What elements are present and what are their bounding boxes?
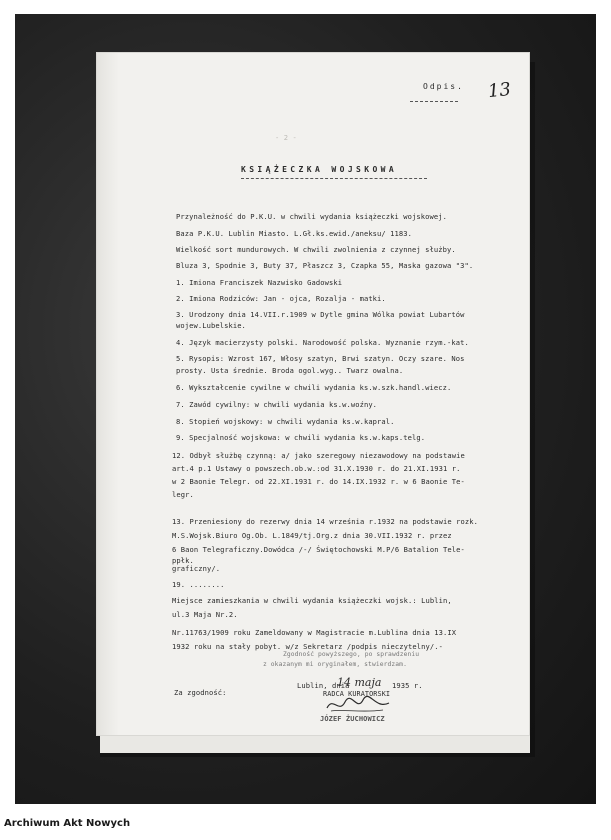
corner-label: Odpis. [423,82,464,91]
faint-header-mark: - 2 - [275,133,297,142]
text-line: 12. Odbył służbę czynną: a/ jako szeregowy niezawodowy na podstawie [172,451,465,460]
paper-fold-edge [97,53,119,735]
text-line: legr. [172,490,194,499]
text-line: prosty. Usta średnie. Broda ogol.wyg.. Twarz owalna. [176,366,404,375]
text-line: 8. Stopień wojskowy: w chwili wydania ks.w.kapral. [176,417,395,426]
certification-stamp-line: Zgodność powyższego, po sprawdzeniu [283,651,420,658]
text-line: Przynależność do P.K.U. w chwili wydania książeczki wojskowej. [176,212,447,221]
text-line: 1932 roku na stały pobyt. w/z Sekretarz /podpis nieczytelny/.- [172,642,443,651]
text-line: graficzny/. [172,564,221,573]
text-line: 6 Baon Telegraficzny.Dowódca /-/ Świętochowski M.P/6 Batalion Tele- [172,545,465,554]
text-line: 19. ........ [172,580,225,589]
text-line: ul.3 Maja Nr.2. [172,610,238,619]
signature-scribble [323,694,393,716]
text-line: 7. Zawód cywilny: w chwili wydania ks.w.woźny. [176,400,378,409]
text-line: 2. Imiona Rodziców: Jan - ojca, Rozalja - matki. [176,294,386,303]
date-prefix: Lublin, dnia [297,681,350,690]
stamp-title: RADCA KURATORSKI [323,690,391,698]
stamp-name: JÓZEF ŻUCHOWICZ [320,715,385,723]
text-line: ppłk. [172,556,194,565]
text-line: 6. Wykształcenie cywilne w chwili wydania ks.w.szk.handl.wiecz. [176,383,452,392]
date-year: 1935 r. [392,681,423,690]
corner-label-underline [410,101,458,102]
text-line: 3. Urodzony dnia 14.VII.r.1909 w Dytle gmina Wólka powiat Lubartów [176,310,465,319]
archive-label: Archiwum Akt Nowych [4,818,131,829]
title-underline [241,178,427,179]
text-line: Baza P.K.U. Lublin Miasto. L.Gł.ks.ewid./aneksu/ 1183. [176,229,413,238]
page-number: 13 [486,78,512,103]
text-line: 1. Imiona Franciszek Nazwisko Gadowski [176,278,343,287]
text-line: 9. Specjalność wojskowa: w chwili wydania ks.w.kaps.telg. [176,433,426,442]
text-line: M.S.Wojsk.Biuro Og.Ob. L.1849/tj.Org.z dnia 30.VII.1932 r. przez [172,531,452,540]
conformity-label: Za zgodność: [174,688,227,697]
document-title: KSIĄŻECZKA WOJSKOWA [241,165,398,174]
text-line: art.4 p.1 Ustawy o powszech.ob.w.:od 31.X.1930 r. do 21.XI.1931 r. [172,464,461,473]
text-line: Miejsce zamieszkania w chwili wydania książeczki wojsk.: Lublin, [172,596,452,605]
handwritten-date: 14 maja [337,676,382,689]
text-line: wojew.Lubelskie. [176,321,246,330]
text-line: 13. Przeniesiony do rezerwy dnia 14 września r.1932 na podstawie rozk. [172,517,478,526]
text-line: 4. Język macierzysty polski. Narodowość polska. Wyznanie rzym.-kat. [176,338,469,347]
text-line: Bluza 3, Spodnie 3, Buty 37, Płaszcz 3, Czapka 55, Maska gazowa "3". [176,261,474,270]
text-line: Wielkość sort mundurowych. W chwili zwolnienia z czynnej służby. [176,245,456,254]
certification-stamp-line: z okazanym mi oryginałem, stwierdzam. [263,661,407,668]
text-line: w 2 Baonie Telegr. od 22.XI.1931 r. do 14.IX.1932 r. w 6 Baonie Te- [172,477,465,486]
text-line: Nr.11763/1909 roku Zameldowany w Magistracie m.Lublina dnia 13.IX [172,628,457,637]
text-line: 5. Rysopis: Wzrost 167, Włosy szatyn, Brwi szatyn. Oczy szare. Nos [176,354,465,363]
